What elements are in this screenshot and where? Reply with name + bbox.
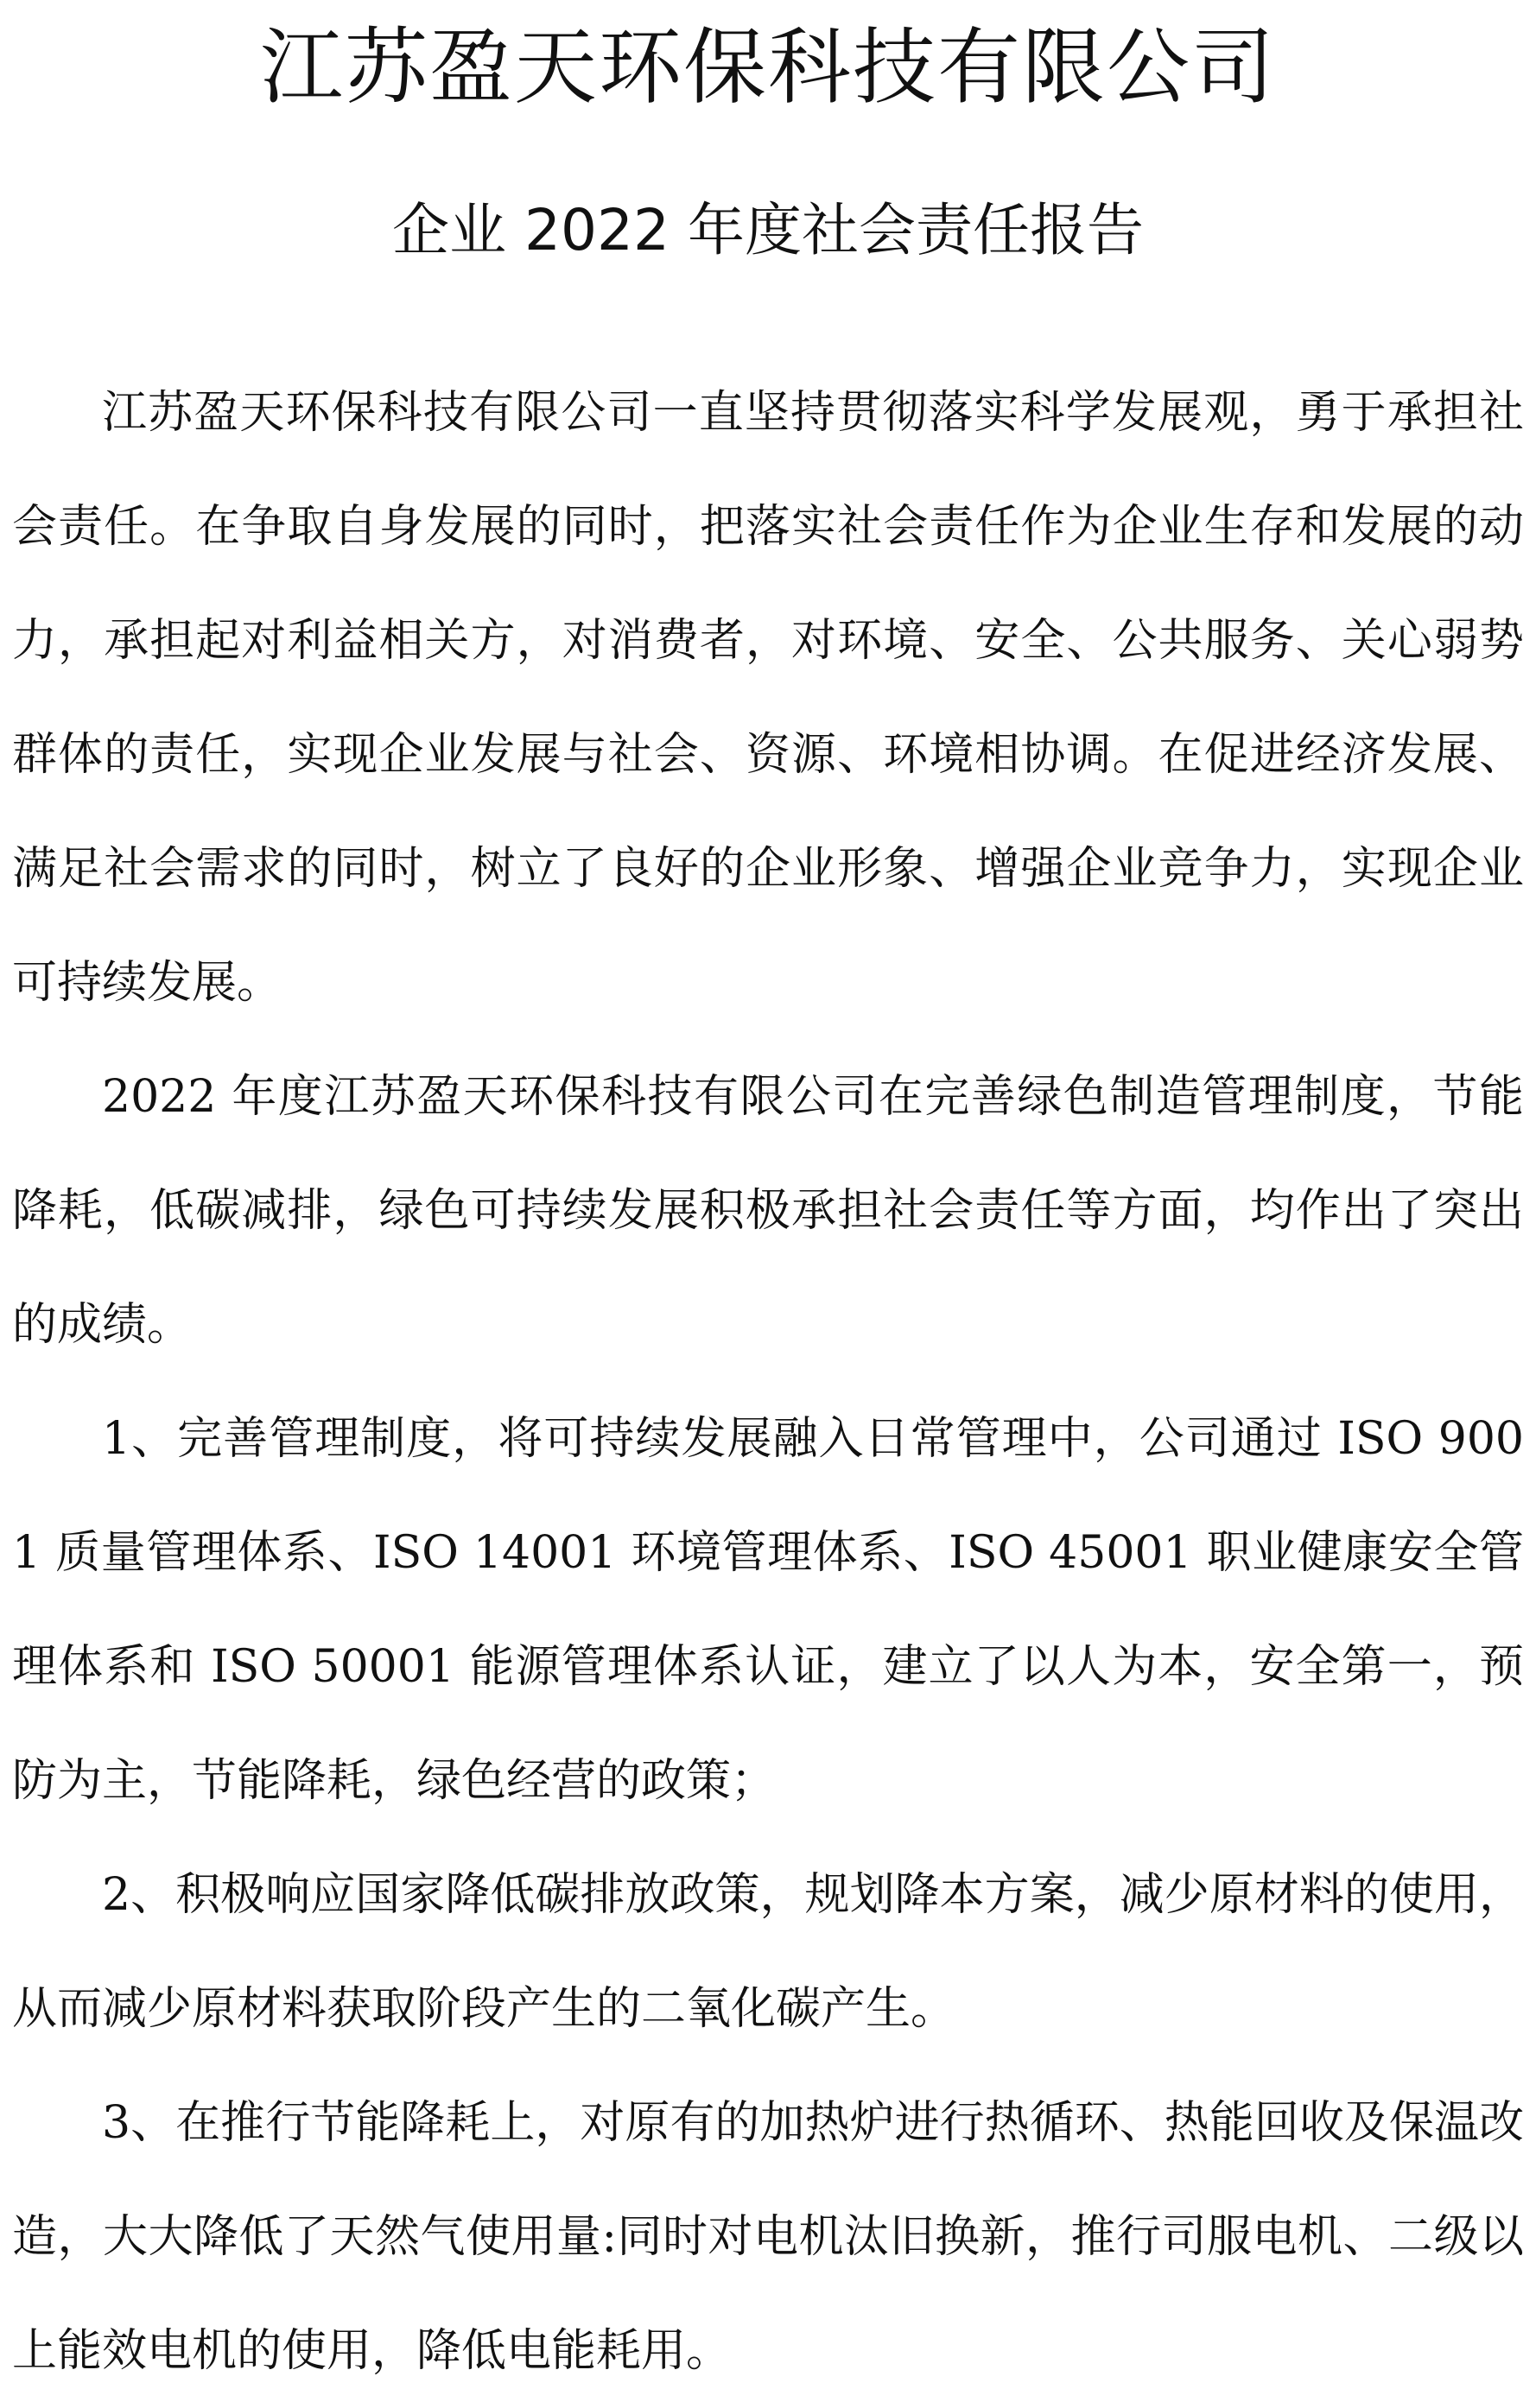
paragraph-item-1: 1、完善管理制度，将可持续发展融入日常管理中，公司通过 ISO 9001 质量管理体系、ISO 14001 环境管理体系、ISO 45001 职业健康安全管理体系和 ISO 50001 能源管理体系认证，建立了以人为本，安全第一，预防为主，节能降耗，绿色经营的政策；	[12, 1413, 1524, 1807]
paragraph-summary: 2022 年度江苏盈天环保科技有限公司在完善绿色制造管理制度，节能降耗，低碳减排，绿色可持续发展积极承担社会责任等方面，均作出了突出的成绩。	[12, 1071, 1524, 1351]
company-title: 江苏盈天环保科技有限公司	[260, 19, 1276, 116]
paragraph-intro: 江苏盈天环保科技有限公司一直坚持贯彻落实科学发展观，勇于承担社会责任。在争取自身发展的同时，把落实社会责任作为企业生存和发展的动力，承担起对利益相关方，对消费者，对环境、安全、公共服务、关心弱势群体的责任，实现企业发展与社会、资源、环境相协调。在促进经济发展、满足社会需求的同时，树立了良好的企业形象、增强企业竞争力，实现企业可持续发展。	[12, 387, 1524, 1009]
report-title: 企业 2022 年度社会责任报告	[392, 197, 1144, 263]
paragraph-item-3: 3、在推行节能降耗上，对原有的加热炉进行热循环、热能回收及保温改造，大大降低了天然气使用量:同时对电机汰旧换新，推行司服电机、二级以上能效电机的使用，降低电能耗用。	[12, 2097, 1524, 2377]
paragraph-item-2: 2、积极响应国家降低碳排放政策，规划降本方案，减少原材料的使用，从而减少原材料获取阶段产生的二氧化碳产生。	[12, 1869, 1524, 2035]
report-body	[12, 356, 1524, 2408]
